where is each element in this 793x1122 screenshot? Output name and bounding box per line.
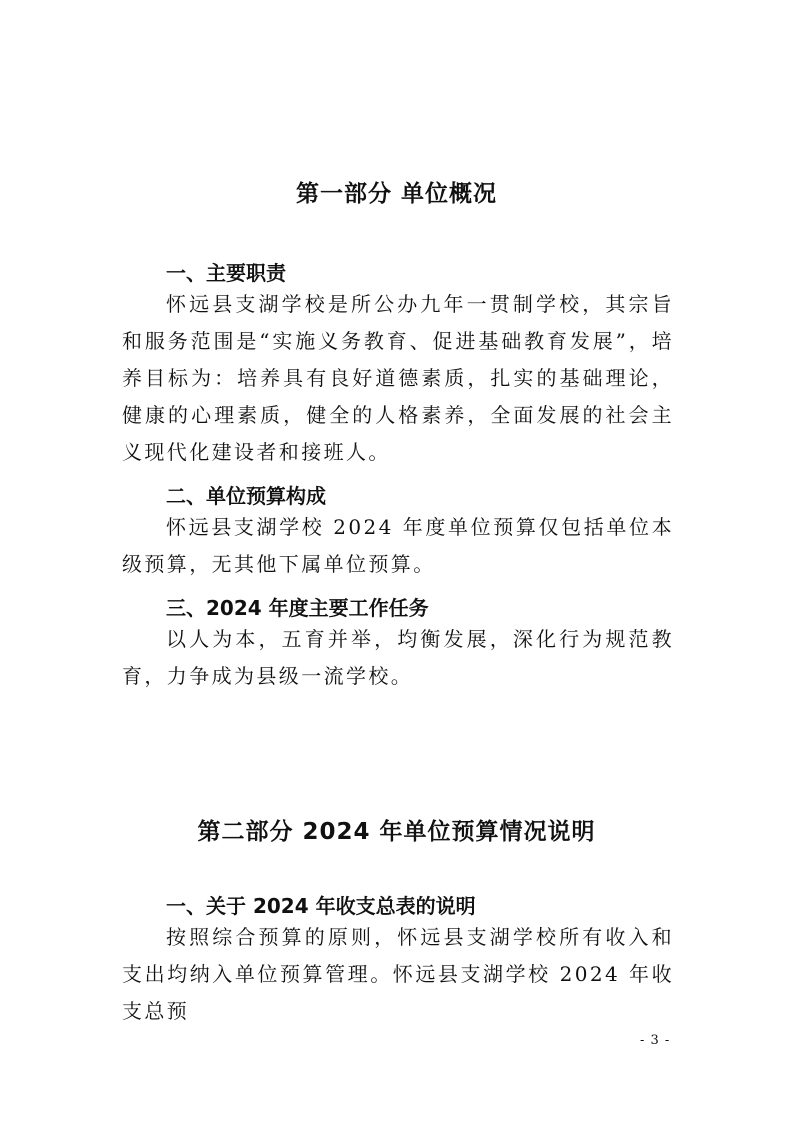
part1-section3-body: 以人为本，五育并举，均衡发展，深化行为规范教育，力争成为县级一流学校。 <box>122 627 674 688</box>
part1-section3-heading: 三、2024 年度主要工作任务 <box>166 596 429 620</box>
part1-section1-body: 怀远县支湖学校是所公办九年一贯制学校，其宗旨和服务范围是“实施义务教育、促进基础教育发展”，培养目标为：培养具有良好道德素质，扎实的基础理论，健康的心理素质，健全的人格素养，全面发展的社会主义现代化建设者和接班人。 <box>122 292 674 464</box>
part1-title: 第一部分 单位概况 <box>295 181 497 207</box>
part1-section1-heading: 一、主要职责 <box>166 261 286 285</box>
page-number: - 3 - <box>640 1033 671 1048</box>
part2-section1-body: 按照综合预算的原则，怀远县支湖学校所有收入和支出均纳入单位预算管理。怀远县支湖学校 2024 年收支总预 <box>122 925 674 1023</box>
part1-section2-body: 怀远县支湖学校 2024 年度单位预算仅包括单位本级预算，无其他下属单位预算。 <box>122 515 674 576</box>
part2-section1-heading: 一、关于 2024 年收支总表的说明 <box>166 894 476 918</box>
part2-title: 第二部分 2024 年单位预算情况说明 <box>197 819 596 845</box>
part1-section2-heading: 二、单位预算构成 <box>166 484 326 508</box>
